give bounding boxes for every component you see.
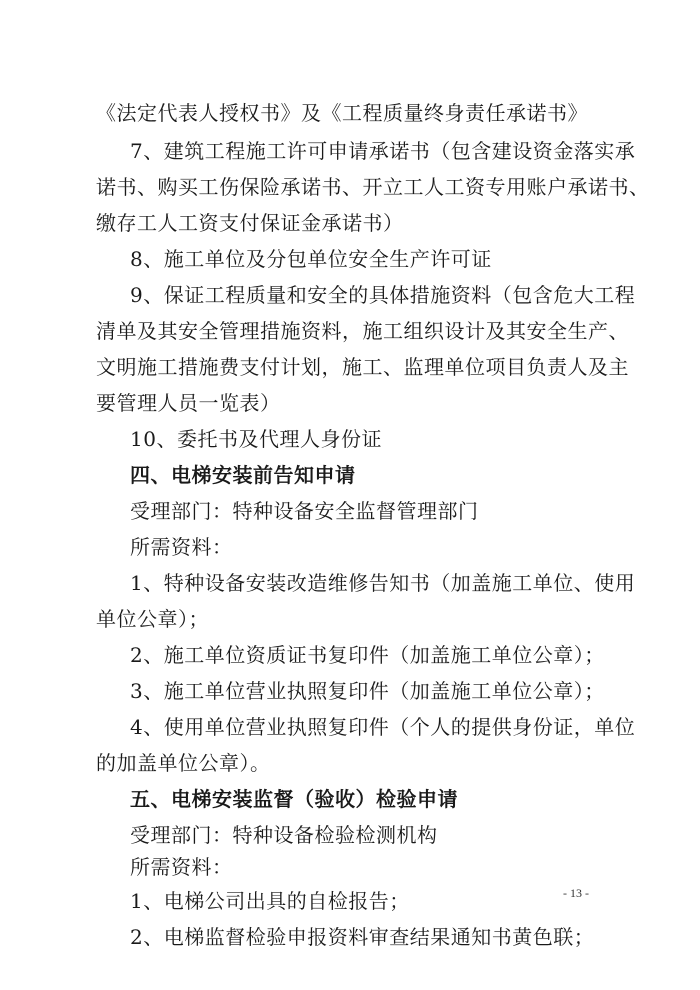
list-item-9-cont-3: 要管理人员一览表） — [96, 391, 281, 415]
section4-item-3: 3、施工单位营业执照复印件（加盖施工单位公章）； — [130, 679, 605, 703]
list-item-7-cont-2: 缴存工人工资支付保证金承诺书） — [96, 211, 404, 235]
section4-item-4-cont: 的加盖单位公章）。 — [96, 751, 271, 775]
list-item-7: 7、建筑工程施工许可申请承诺书（包含建设资金落实承 — [130, 139, 636, 163]
list-item-10: 10、委托书及代理人身份证 — [130, 427, 382, 451]
section4-item-4: 4、使用单位营业执照复印件（个人的提供身份证，单位 — [130, 715, 636, 739]
list-item-9-cont-1: 清单及其安全管理措施资料，施工组织设计及其安全生产、 — [96, 319, 629, 343]
text-line-continuation: 《法定代表人授权书》及《工程质量终身责任承诺书》 — [96, 101, 588, 125]
section4-item-1: 1、特种设备安装改造维修告知书（加盖施工单位、使用 — [130, 571, 636, 595]
materials-label-5: 所需资料： — [130, 855, 233, 879]
section5-item-1: 1、电梯公司出具的自检报告； — [130, 889, 410, 913]
dept-line-5: 受理部门：特种设备检验检测机构 — [130, 823, 438, 847]
list-item-9: 9、保证工程质量和安全的具体措施资料（包含危大工程 — [130, 283, 636, 307]
page-number: - 13 - — [563, 886, 589, 900]
list-item-9-cont-2: 文明施工措施费支付计划，施工、监理单位项目负责人及主 — [96, 355, 629, 379]
section4-item-2: 2、施工单位资质证书复印件（加盖施工单位公章）； — [130, 643, 605, 667]
dept-line-4: 受理部门：特种设备安全监督管理部门 — [130, 499, 479, 523]
section-heading-5: 五、电梯安装监督（验收）检验申请 — [130, 787, 458, 811]
section-heading-4: 四、电梯安装前告知申请 — [130, 463, 356, 487]
materials-label-4: 所需资料： — [130, 535, 233, 559]
list-item-8: 8、施工单位及分包单位安全生产许可证 — [130, 247, 492, 271]
section5-item-2: 2、电梯监督检验申报资料审查结果通知书黄色联； — [130, 925, 595, 949]
section4-item-1-cont: 单位公章）； — [96, 607, 209, 631]
list-item-7-cont-1: 诺书、购买工伤保险承诺书、开立工人工资专用账户承诺书、 — [96, 175, 650, 199]
